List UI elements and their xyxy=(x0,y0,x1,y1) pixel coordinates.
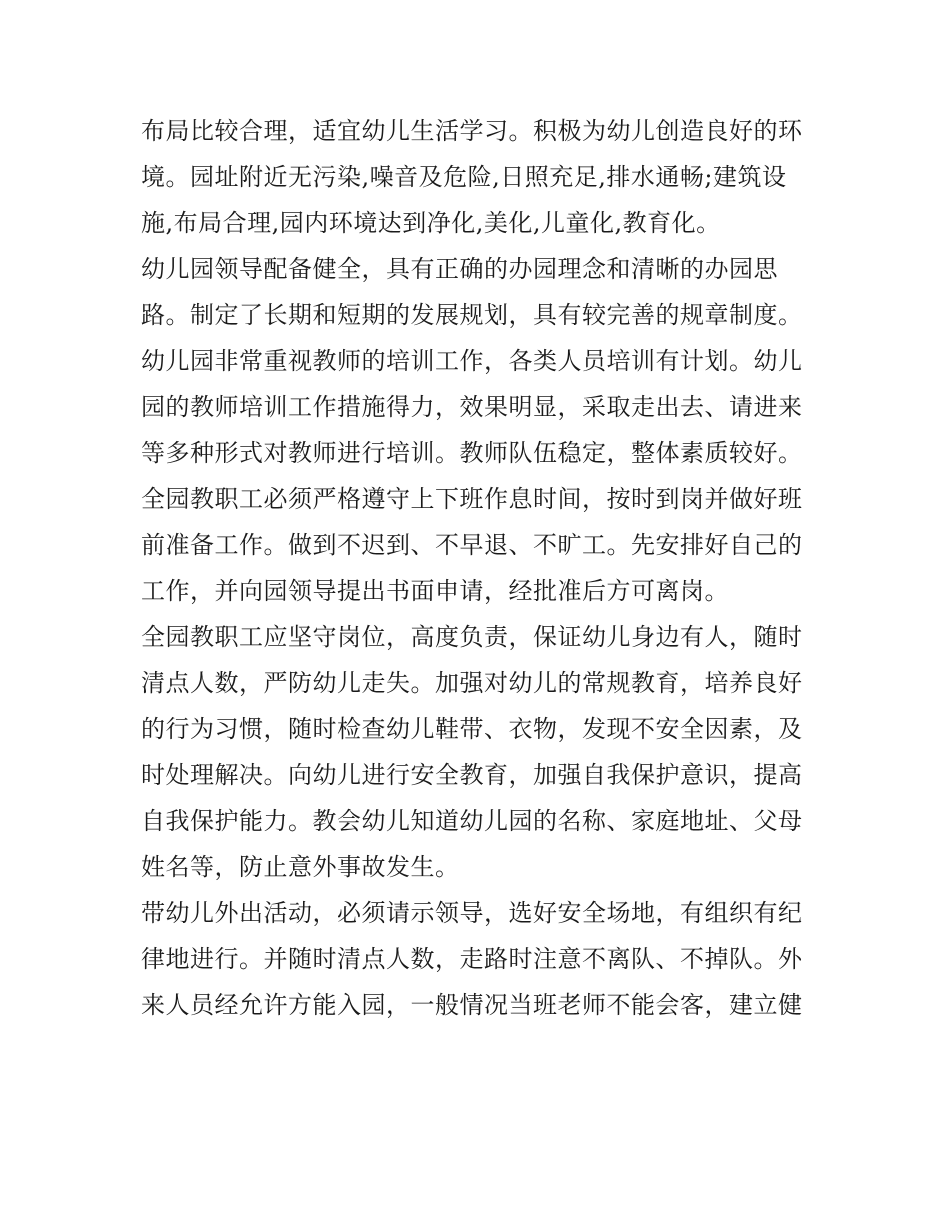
text-line: 布局比较合理，适宜幼儿生活学习。积极为幼儿创造良好的环 xyxy=(141,117,803,145)
text-line: 前准备工作。做到不迟到、不早退、不旷工。先安排好自己的 xyxy=(141,531,803,559)
text-line: 姓名等，防止意外事故发生。 xyxy=(141,853,460,881)
text-line: 来人员经允许方能入园，一般情况当班老师不能会客，建立健 xyxy=(141,991,803,1019)
text-line: 时处理解决。向幼儿进行安全教育，加强自我保护意识，提高 xyxy=(141,761,803,789)
text-line: 幼儿园非常重视教师的培训工作，各类人员培训有计划。幼儿 xyxy=(141,347,803,375)
text-line: 全园教职工应坚守岗位，高度负责，保证幼儿身边有人，随时 xyxy=(141,623,803,651)
text-line: 律地进行。并随时清点人数，走路时注意不离队、不掉队。外 xyxy=(141,945,803,973)
text-line: 路。制定了长期和短期的发展规划，具有较完善的规章制度。 xyxy=(141,301,803,329)
text-line: 自我保护能力。教会幼儿知道幼儿园的名称、家庭地址、父母 xyxy=(141,807,803,835)
document-body xyxy=(141,108,821,1028)
text-line: 的行为习惯，随时检查幼儿鞋带、衣物，发现不安全因素，及 xyxy=(141,715,803,743)
text-line: 施,布局合理,园内环境达到净化,美化,儿童化,教育化。 xyxy=(141,209,721,237)
text-line: 幼儿园领导配备健全，具有正确的办园理念和清晰的办园思 xyxy=(141,255,778,283)
text-line: 等多种形式对教师进行培训。教师队伍稳定，整体素质较好。 xyxy=(141,439,803,467)
text-line: 全园教职工必须严格遵守上下班作息时间，按时到岗并做好班 xyxy=(141,485,803,513)
text-line: 带幼儿外出活动，必须请示领导，选好安全场地，有组织有纪 xyxy=(141,899,803,927)
text-line: 清点人数，严防幼儿走失。加强对幼儿的常规教育，培养良好 xyxy=(141,669,803,697)
text-line: 园的教师培训工作措施得力，效果明显，采取走出去、请进来 xyxy=(141,393,803,421)
text-line: 境。园址附近无污染,噪音及危险,日照充足,排水通畅;建筑设 xyxy=(141,163,787,191)
text-line: 工作，并向园领导提出书面申请，经批准后方可离岗。 xyxy=(141,577,729,605)
